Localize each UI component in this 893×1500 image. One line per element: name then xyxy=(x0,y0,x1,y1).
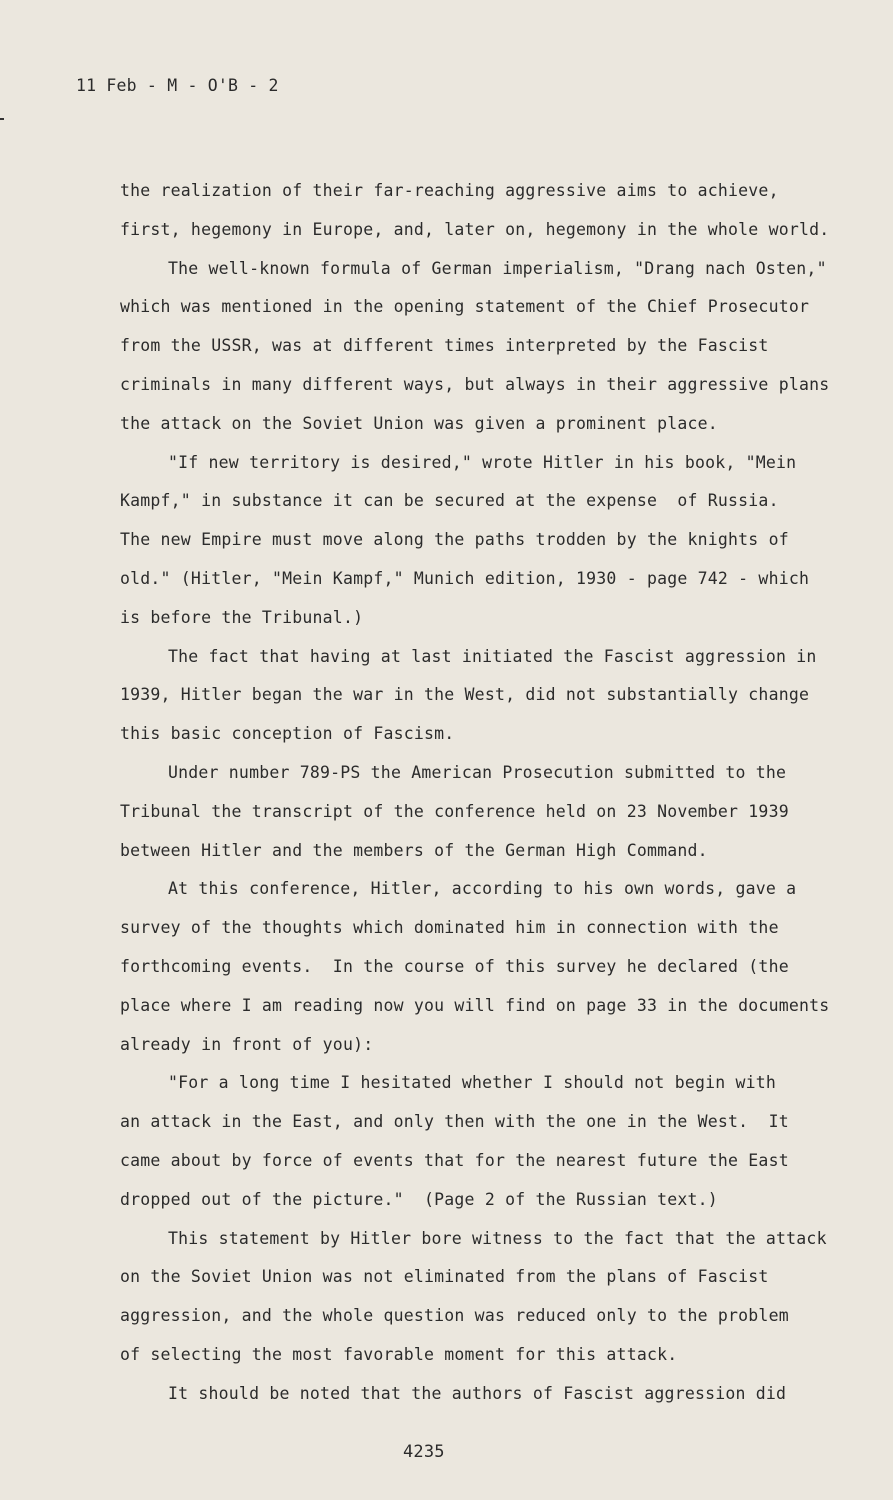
text-line: is before the Tribunal.) xyxy=(120,607,364,627)
text-line: dropped out of the picture." (Page 2 of the Russian text.) xyxy=(120,1189,718,1209)
document-body xyxy=(120,172,830,1414)
paragraph xyxy=(120,1375,820,1414)
text-line: an attack in the East, and only then with the one in the West. It xyxy=(120,1112,789,1132)
text-line: aggression, and the whole question was reduced only to the problem xyxy=(120,1306,789,1326)
text-line: Tribunal the transcript of the conference held on 23 November 1939 xyxy=(120,801,789,821)
text-line: 1939, Hitler began the war in the West, did not substantially change xyxy=(120,685,810,705)
page-header-reference: 11 Feb - M - O'B - 2 xyxy=(76,76,279,95)
text-line: Under number 789-PS the American Prosecution submitted to the xyxy=(168,762,787,782)
text-line: At this conference, Hitler, according to his own words, gave a xyxy=(168,879,797,899)
page-number: 4235 xyxy=(403,1442,445,1462)
paragraph xyxy=(120,444,820,638)
text-line: "If new territory is desired," wrote Hitler in his book, "Mein xyxy=(168,452,797,472)
text-line: the attack on the Soviet Union was given a prominent place. xyxy=(120,413,718,433)
text-line: "For a long time I hesitated whether I should not begin with xyxy=(168,1073,777,1093)
text-line: from the USSR, was at different times interpreted by the Fascist xyxy=(120,336,769,356)
text-line: The fact that having at last initiated the Fascist aggression in xyxy=(168,646,817,666)
text-line: forthcoming events. In the course of this survey he declared (the xyxy=(120,956,789,976)
paragraph xyxy=(120,250,830,444)
text-line: The new Empire must move along the paths trodden by the knights of xyxy=(120,530,789,550)
text-line: old." (Hitler, "Mein Kampf," Munich edition, 1930 - page 742 - which xyxy=(120,568,810,588)
text-line: This statement by Hitler bore witness to the fact that the attack xyxy=(168,1228,827,1248)
text-line: The well-known formula of German imperialism, "Drang nach Osten," xyxy=(168,258,827,278)
text-line: the realization of their far-reaching aggressive aims to achieve, xyxy=(120,181,779,200)
text-line: place where I am reading now you will find on page 33 in the documents xyxy=(120,995,830,1015)
margin-tick-mark xyxy=(0,118,4,120)
text-line: of selecting the most favorable moment for this attack. xyxy=(120,1344,678,1364)
text-line: first, hegemony in Europe, and, later on, hegemony in the whole world. xyxy=(120,219,830,239)
text-line: survey of the thoughts which dominated him in connection with the xyxy=(120,918,779,938)
paragraph xyxy=(120,172,830,250)
quoted-paragraph xyxy=(120,1064,820,1219)
paragraph xyxy=(120,754,820,870)
text-line: Kampf," in substance it can be secured at the expense of Russia. xyxy=(120,491,779,511)
text-line: criminals in many different ways, but always in their aggressive plans xyxy=(120,374,830,394)
paragraph xyxy=(120,1220,827,1375)
text-line: on the Soviet Union was not eliminated from the plans of Fascist xyxy=(120,1267,769,1287)
text-line: this basic conception of Fascism. xyxy=(120,724,455,744)
text-line: which was mentioned in the opening statement of the Chief Prosecutor xyxy=(120,297,810,317)
text-line: It should be noted that the authors of Fascist aggression did xyxy=(168,1383,787,1403)
text-line: already in front of you): xyxy=(120,1034,374,1054)
paragraph xyxy=(120,870,830,1064)
text-line: came about by force of events that for the nearest future the East xyxy=(120,1150,789,1170)
paragraph xyxy=(120,638,820,754)
text-line: between Hitler and the members of the German High Command. xyxy=(120,840,708,860)
